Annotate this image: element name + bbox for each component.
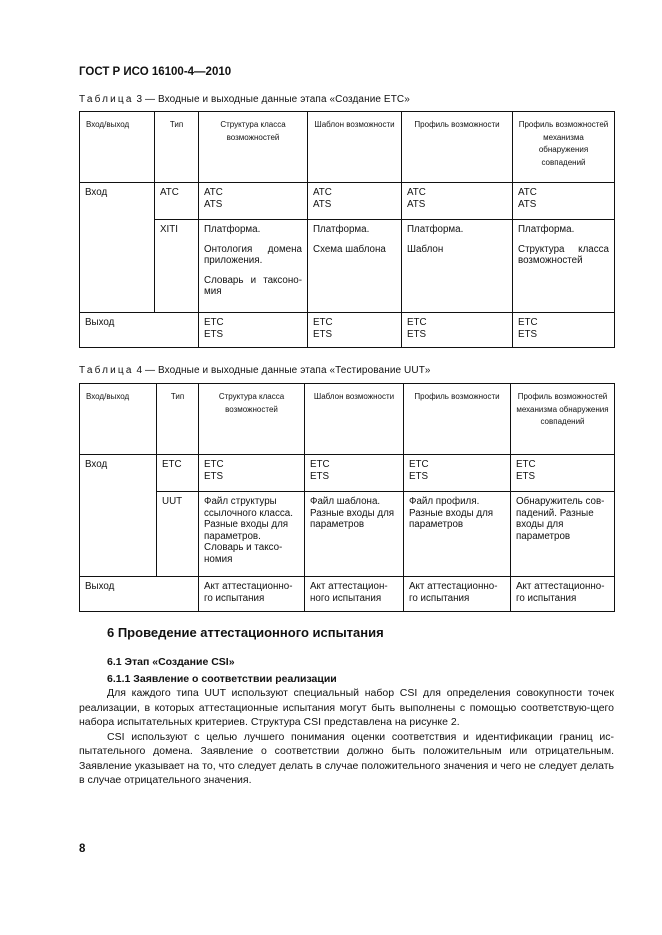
table4-header-cell: Структура класса возможностей — [199, 384, 305, 455]
table3-cell — [402, 220, 513, 313]
table4-cell: Файл структуры ссылочного класса. Разные входы для параметров. Словарь и таксо-номия — [199, 492, 305, 577]
table3-cell: ATC ATS — [308, 183, 402, 220]
table3-io-cell: Вход — [80, 183, 155, 313]
table4-cell: Акт аттестацион-ного испытания — [305, 577, 404, 612]
table3-row-input-2 — [80, 220, 615, 313]
table3-cell-paragraph: Структура класса возможностей — [518, 243, 609, 266]
table4-cell: Акт аттестационно-го испытания — [511, 577, 615, 612]
table4-caption-word: Таблица — [79, 365, 134, 376]
table4-cell: Акт аттестационно-го испытания — [199, 577, 305, 612]
table3-header-cell: Шаблон возможности — [308, 112, 402, 183]
table3-cell-paragraph: Платформа. — [518, 224, 575, 235]
section-6-1-title: 6.1 Этап «Создание CSI» — [107, 656, 235, 668]
table4-cell: ETC ETS — [305, 455, 404, 492]
table4-header-cell: Шаблон возможности — [305, 384, 404, 455]
body-text — [79, 686, 614, 788]
table3-cell: ETC ETS — [199, 313, 308, 348]
table3-io-cell: Выход — [80, 313, 199, 348]
paragraph: Для каждого типа UUT используют специальный набор CSI для определения совокупности точек реализации, в которых аттестационные испытания могут быть выполнены с помощью соответствую-щего набора испытательных критериев. Структура CSI представлена на рисунке 2. — [79, 687, 614, 728]
table4-row-input-2 — [80, 492, 615, 577]
table4-io-cell: Вход — [80, 455, 157, 577]
table3-cell — [199, 220, 308, 313]
table4-caption — [79, 365, 431, 376]
table3-header-cell: Профиль возможностей механизма обнаружения совпадений — [513, 112, 615, 183]
table4-cell: ETC ETS — [199, 455, 305, 492]
table4-cell: Акт аттестационно-го испытания — [404, 577, 511, 612]
table3-header-cell: Тип — [155, 112, 199, 183]
table4-header-cell: Тип — [157, 384, 199, 455]
table4-cell: ETC ETS — [511, 455, 615, 492]
table3-header-cell: Профиль возможности — [402, 112, 513, 183]
table3-type-cell: XITI — [155, 220, 199, 313]
table4-cell: Файл профиля. Разные входы для параметров — [404, 492, 511, 577]
table4-cell: Файл шаблона. Разные входы для параметров — [305, 492, 404, 577]
table4-row-input-1 — [80, 455, 615, 492]
table4 — [79, 383, 615, 612]
table4-cell: Обнаружитель сов-падений. Разные входы для параметров — [511, 492, 615, 577]
table4-caption-text: 4 — Входные и выходные данные этапа «Тестирование UUT» — [133, 365, 431, 376]
table4-header-cell: Профиль возможности — [404, 384, 511, 455]
table4-row-output — [80, 577, 615, 612]
table4-type-cell: UUT — [157, 492, 199, 577]
table3-header-cell: Вход/выход — [80, 112, 155, 183]
table3-cell: ATC ATS — [199, 183, 308, 220]
table3-cell-paragraph: Платформа. — [407, 224, 464, 235]
section-6-1-1-title: 6.1.1 Заявление о соответствии реализации — [107, 673, 337, 685]
table3-cell: ATC ATS — [513, 183, 615, 220]
table3 — [79, 111, 615, 348]
table4-header-row — [80, 384, 615, 455]
section-6-title: 6 Проведение аттестационного испытания — [107, 625, 384, 640]
table4-header-cell: Вход/выход — [80, 384, 157, 455]
table4-type-cell: ETC — [157, 455, 199, 492]
table3-caption — [79, 94, 410, 105]
table3-cell-paragraph: Схема шаблона — [313, 243, 386, 255]
paragraph: CSI используют с целью лучшего понимания оценки соответствия и идентификации границ ис-пытательного домена. Заявление о соответствии должно быть положительным или отрицательным. Заявление указывает на то, что следует делать в случае положительного значения и чего не следует делать в случае отрицательного значения. — [79, 730, 614, 786]
table3-header-row — [80, 112, 615, 183]
table3-cell: ATC ATS — [402, 183, 513, 220]
table3-row-input-1 — [80, 183, 615, 220]
table3-cell-paragraph: Платформа. — [313, 224, 370, 235]
table3-cell — [308, 220, 402, 313]
table4-header-cell: Профиль возможностей механизма обнаружения совпадений — [511, 384, 615, 455]
table3-type-cell: ATC — [155, 183, 199, 220]
table3-cell — [513, 220, 615, 313]
table3-cell: ETC ETS — [308, 313, 402, 348]
table3-cell-paragraph: Платформа. — [204, 224, 261, 235]
table3-row-output — [80, 313, 615, 348]
table3-cell: ETC ETS — [402, 313, 513, 348]
table3-cell-paragraph: Онтология домена приложения. — [204, 243, 302, 266]
table3-cell: ETC ETS — [513, 313, 615, 348]
table3-caption-text: 3 — Входные и выходные данные этапа «Создание ETC» — [133, 94, 410, 105]
table3-cell-paragraph: Словарь и таксоно-мия — [204, 274, 302, 297]
page-number: 8 — [79, 843, 86, 855]
table4-cell: ETC ETS — [404, 455, 511, 492]
table3-header-cell: Структура класса возможностей — [199, 112, 308, 183]
document-header: ГОСТ Р ИСО 16100-4—2010 — [79, 66, 232, 78]
table3-cell-paragraph: Шаблон — [407, 243, 444, 255]
table3-caption-word: Таблица — [79, 94, 134, 105]
table4-io-cell: Выход — [80, 577, 199, 612]
